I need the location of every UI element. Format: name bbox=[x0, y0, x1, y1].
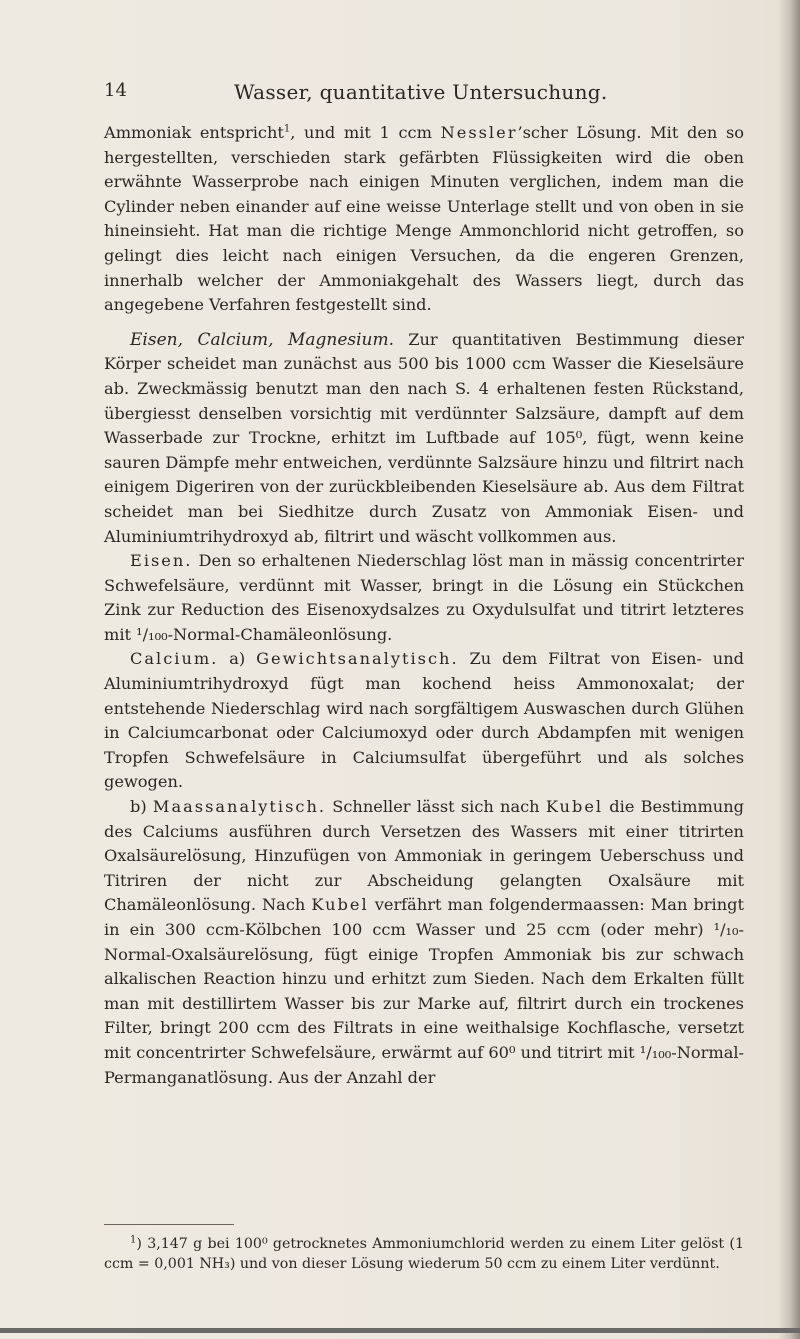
author-name: Nessler bbox=[440, 123, 518, 142]
scan-bottom-edge bbox=[0, 1328, 800, 1333]
paragraph-eisen-calcium-magnesium bbox=[104, 328, 744, 549]
running-title: Wasser, quantitative Untersuchung. bbox=[234, 80, 608, 104]
subsection-label: Calcium. bbox=[130, 649, 219, 669]
page-edge-shadow bbox=[778, 0, 800, 1339]
paragraph-ammoniak bbox=[104, 121, 744, 318]
para-text: die Bestimmung des Calciums ausführen durch Versetzen des Wassers mit einer titrirten Oxalsäurelösung, Hinzufügen von Ammoniak in geringem Ueberschuss und Titriren der nicht zur Abscheidung gelangten Oxalsäure mit Chamäleonlösung. Nach bbox=[104, 797, 745, 915]
footnote-reference: 1 bbox=[283, 123, 291, 135]
footnote-divider bbox=[104, 1224, 234, 1225]
page-header bbox=[104, 80, 724, 110]
para-text: Schneller lässt sich nach bbox=[326, 797, 546, 817]
page-number: 14 bbox=[104, 80, 127, 101]
method-label: Gewichtsanalytisch. bbox=[256, 649, 459, 669]
method-label: Maassanalytisch. bbox=[152, 797, 327, 817]
para-text: verfährt man folgendermaassen: Man bringt in ein 300 ccm-Kölbchen 100 ccm Wasser und 25 ccm (oder mehr) ¹/₁₀-Normal-Oxalsäurelösung, fügt einige Tropfen Ammoniak bis zur schwach alkalischen Reaction hinzu und erhitzt zum Sieden. Nach dem Erkalten füllt man mit destillirtem Wasser bis zur Marke auf, filtrirt durch ein trockenes Filter, bringt 200 ccm des Filtrats in eine weithalsige Kochflasche, versetzt mit concentrirter Schwefelsäure, erwärmt auf 60⁰ und titrirt mit ¹/₁₀₀-Normal-Permanganatlösung. Aus der Anzahl der bbox=[104, 895, 744, 1087]
footnotes bbox=[104, 1234, 744, 1274]
section-heading: Eisen, Calcium, Magnesium. bbox=[130, 329, 395, 350]
para-text: Zur quantitativen Bestimmung dieser Körper scheidet man zunächst aus 500 bis 1000 ccm Wasser die Kieselsäure ab. Zweckmässig benutzt man den nach S. 4 erhaltenen festen Rückstand, übergiesst denselben vorsichtig mit verdünnter Salzsäure, dampft auf dem Wasserbade zur Trockne, erhitzt im Luftbade auf 105⁰, fügt, wenn keine sauren Dämpfe mehr entweichen, verdünnte Salzsäure hinzu und filtrirt nach einigem Digeriren von der zurückbleibenden Kieselsäure ab. Aus dem Filtrat scheidet man bei Siedhitze durch Zusatz von Ammoniak Eisen- und Aluminiumtrihydroxyd ab, filtrirt und wäscht vollkommen aus. bbox=[104, 329, 744, 546]
paragraph-calcium-a bbox=[104, 647, 744, 795]
author-name: Kubel bbox=[545, 797, 604, 817]
paragraph-eisen bbox=[104, 549, 744, 647]
para-text: , und mit 1 ccm bbox=[290, 123, 441, 142]
footnote-marker: 1 bbox=[130, 1234, 137, 1246]
footnote bbox=[104, 1234, 744, 1274]
para-text: a) bbox=[218, 649, 257, 669]
para-text: Ammoniak entspricht bbox=[104, 123, 284, 142]
body-text bbox=[104, 121, 744, 1090]
paragraph-calcium-b bbox=[104, 795, 744, 1090]
para-text: b) bbox=[130, 797, 153, 817]
subsection-label: Eisen. bbox=[130, 551, 193, 571]
para-text: ’scher Lösung. Mit den so hergestellten, verschieden stark gefärbten Flüssigkeiten wird die oben erwähnte Wasserprobe nach einigen Minuten verglichen, indem man die Cylinder neben einander auf eine weisse Unterlage stellt und von oben in sie hineinsieht. Hat man die richtige Menge Ammonchlorid nicht getroffen, so gelingt dies leicht nach einigen Versuchen, da die engeren Grenzen, innerhalb welcher der Ammoniakgehalt des Wassers liegt, durch das angegebene Verfahren festgestellt sind. bbox=[104, 123, 745, 315]
author-name: Kubel bbox=[311, 895, 369, 915]
para-text: Zu dem Filtrat von Eisen- und Aluminiumtrihydroxyd fügt man kochend heiss Ammonoxalat; der entstehende Niederschlag wird nach sorgfältigem Auswaschen durch Glühen in Calciumcarbonat oder Calciumoxyd oder durch Abdampfen mit wenigen Tropfen Schwefelsäure in Calciumsulfat übergeführt und als solches gewogen. bbox=[104, 649, 744, 792]
para-text: Den so erhaltenen Niederschlag löst man in mässig concentrirter Schwefelsäure, verdünnt mit Wasser, bringt in die Lösung ein Stückchen Zink zur Reduction des Eisenoxydsalzes zu Oxydulsulfat und titrirt letzteres mit ¹/₁₀₀-Normal-Chamäleonlösung. bbox=[104, 551, 744, 644]
footnote-text: ) 3,147 g bei 100⁰ getrocknetes Ammoniumchlorid werden zu einem Liter gelöst (1 ccm = 0,001 NH₃) und von dieser Lösung wiederum 50 ccm zu einem Liter verdünnt. bbox=[104, 1236, 744, 1272]
